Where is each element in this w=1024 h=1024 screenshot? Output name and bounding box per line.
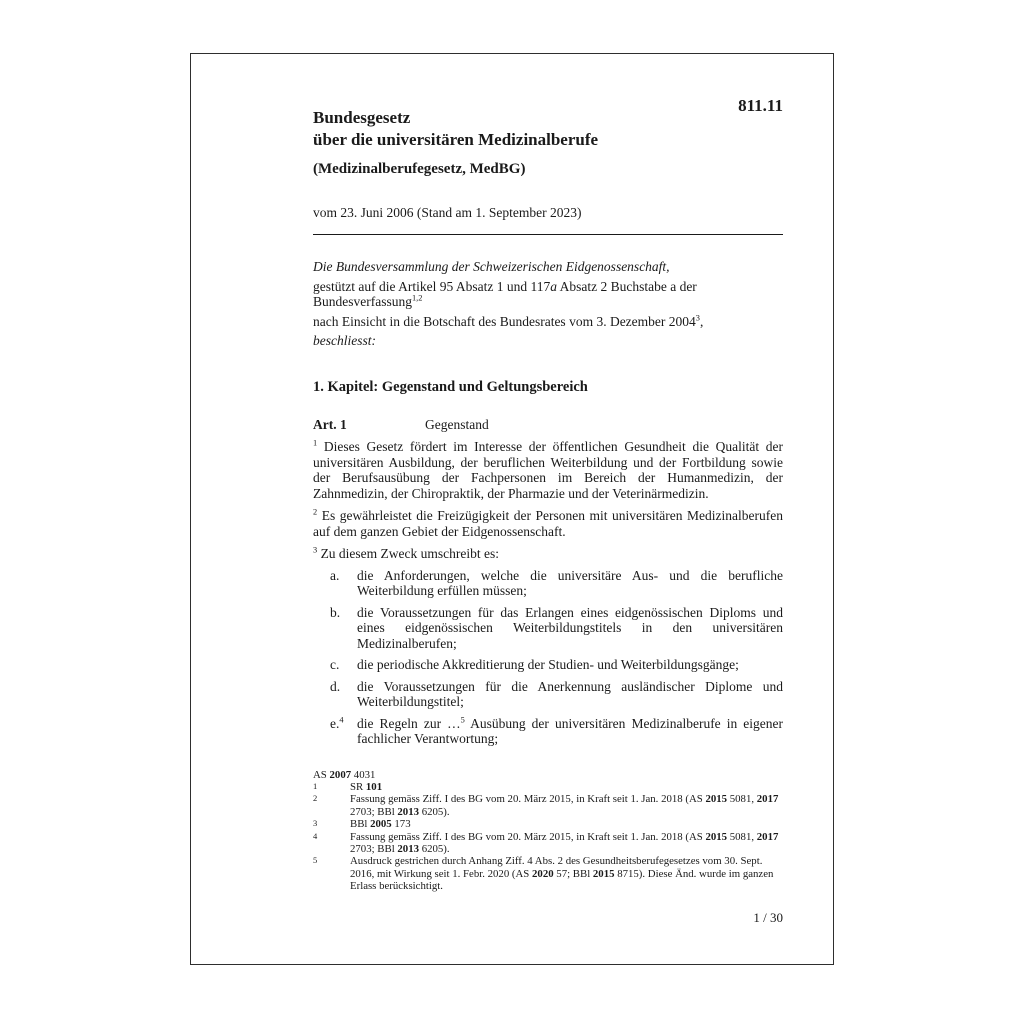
footnote-text: Ausdruck gestrichen durch Anhang Ziff. 4 Abs. 2 des Gesundheitsberufegesetzes vom 30. Sept. 2016, mit Wirkung seit 1. Febr. 2020 (AS 2020 57; BBl 2015 8715). Diese Änd. wurde im ganzen Erlass berücksichtigt.: [350, 855, 774, 893]
list-item-text: die Anforderungen, welche die universitäre Aus- und die berufliche Weiterbildung erfüllen müssen;: [357, 567, 783, 598]
footnote-text: BBl 2005 173: [350, 818, 411, 831]
article-title: Gegenstand: [425, 416, 489, 432]
law-number: 811.11: [738, 96, 783, 115]
footnote-text: SR 101: [350, 780, 383, 793]
list-item-label: e.$^4$: [330, 715, 344, 731]
list-item-label: d.: [330, 678, 341, 694]
list-item-text: die Regeln zur …$^5$ Ausübung der universitären Medizinalberufe in eigener fachlicher Verantwortung;: [357, 715, 783, 746]
preamble-botschaft: nach Einsicht in die Botschaft des Bundesrates vom 3. Dezember 2004$^3$,: [313, 313, 704, 329]
preamble: [313, 259, 783, 349]
footnote-text: Fassung gemäss Ziff. I des BG vom 20. März 2015, in Kraft seit 1. Jan. 2018 (AS 2015 5081, 2017 2703; BBl 2013 6205).: [350, 793, 779, 818]
footnote-1: [313, 781, 783, 793]
list-item-b: [313, 605, 783, 652]
list-item-label: c.: [330, 657, 340, 672]
list-item-d: [313, 679, 783, 710]
list-item-text: die Voraussetzungen für die Anerkennung ausländischer Diplome und Weiterbildungstitel;: [357, 678, 783, 709]
law-title-line1: Bundesgesetz: [313, 108, 411, 127]
article-number: Art. 1: [313, 416, 347, 432]
footnote-marker: 5: [313, 855, 318, 866]
list-item-text: die periodische Akkreditierung der Studien- und Weiterbildungsgänge;: [357, 657, 739, 672]
law-title-line2: über die universitären Medizinalberufe: [313, 130, 599, 149]
paragraph-3: $^3$ Zu diesem Zweck umschreibt es:: [313, 545, 500, 561]
footnote-5: [313, 855, 783, 892]
law-subtitle: (Medizinalberufegesetz, MedBG): [313, 161, 526, 177]
footnote-4: [313, 831, 783, 856]
list-item-c: [313, 657, 783, 673]
date-line: vom 23. Juni 2006 (Stand am 1. September 2023): [313, 205, 582, 220]
document-page: [190, 53, 834, 965]
law-title: [313, 54, 783, 151]
footnote-text: Fassung gemäss Ziff. I des BG vom 20. März 2015, in Kraft seit 1. Jan. 2018 (AS 2015 5081, 2017 2703; BBl 2013 6205).: [350, 830, 779, 855]
list-item-label: b.: [330, 604, 341, 620]
list-item-label: a.: [330, 567, 340, 583]
footnote-3: [313, 818, 783, 830]
paragraph-2: $^2$ Es gewährleistet die Freizügigkeit der Personen mit universitären Medizinalberufen auf dem ganzen Gebiet der Eidgenossenschaft.: [313, 507, 783, 539]
list-item-text: die Voraussetzungen für das Erlangen eines eidgenössischen Diploms und eines eidgenössischen Weiterbildungstitels in den universitären Medizinalberufen;: [357, 604, 783, 651]
chapter-heading: 1. Kapitel: Gegenstand und Geltungsbereich: [313, 378, 588, 395]
footnote-marker: 1: [313, 780, 318, 791]
list-item-a: [313, 568, 783, 599]
page-content: [313, 54, 783, 893]
footnote-2: [313, 793, 783, 818]
enumeration-list: [313, 568, 783, 747]
footnote-as-line: AS 2007 4031: [313, 768, 376, 781]
preamble-actor: Die Bundesversammlung der Schweizerischen Eidgenossenschaft,: [313, 259, 670, 274]
article-head: [313, 417, 783, 433]
footnote-marker: 3: [313, 818, 318, 829]
preamble-basis: gestützt auf die Artikel 95 Absatz 1 und 117a Absatz 2 Buchstabe a der Bundesverfassung$^{1,2}$: [313, 278, 697, 309]
header-rule: [313, 234, 783, 235]
preamble-resolution: beschliesst:: [313, 333, 376, 348]
footnote-marker: 2: [313, 793, 318, 804]
footnote-marker: 4: [313, 830, 318, 841]
page-number: 1 / 30: [753, 910, 783, 925]
list-item-e: [313, 716, 783, 747]
footnotes-block: [313, 769, 783, 893]
paragraph-1: $^1$ Dieses Gesetz fördert im Interesse der öffentlichen Gesundheit die Qualität der universitären Ausbildung, der beruflichen Weiterbildung und der Fortbildung sowie der Berufsausübung der Fachpersonen im Bereich der Humanmedizin, der Zahnmedizin, der Chiropraktik, der Pharmazie und der Veterinärmedizin.: [313, 438, 783, 501]
